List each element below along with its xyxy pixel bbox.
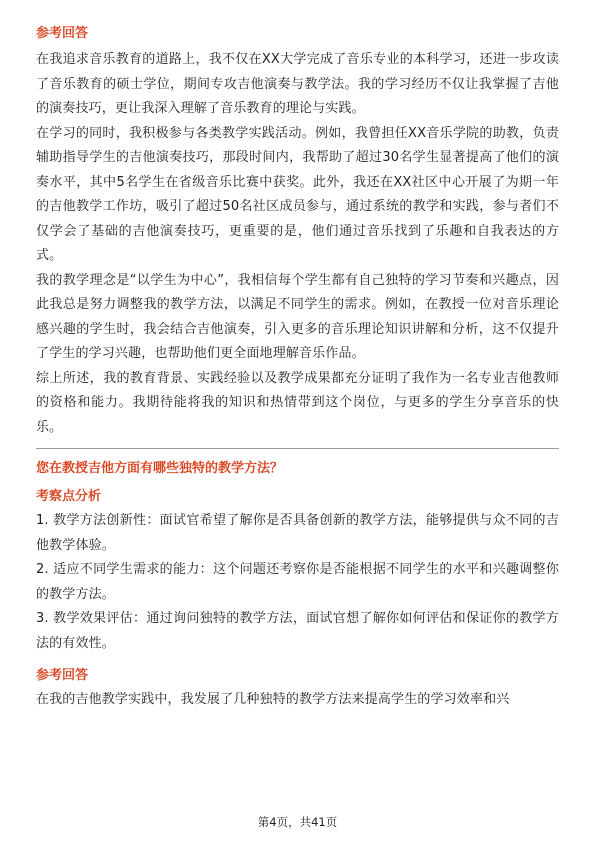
question-title: 您在教授吉他方面有哪些独特的教学方法？	[36, 461, 284, 476]
analysis-heading: 考察点分析	[36, 489, 102, 504]
analysis-item: 2. 适应不同学生需求的能力：这个问题还考察你是否能根据不同学生的水平和兴趣调整你的教学方法。	[36, 562, 559, 602]
analysis-item: 3. 教学效果评估：通过询问独特的教学方法，面试官想了解你如何评估和保证你的教学方法的有效性。	[36, 611, 559, 651]
answer-paragraph: 在我追求音乐教育的道路上，我不仅在XX大学完成了音乐专业的本科学习，还进一步攻读了音乐教育的硕士学位，期间专攻吉他演奏与教学法。我的学习经历不仅让我掌握了吉他的演奏技巧，更让我深入理解了音乐教育的理论与实践。	[36, 52, 559, 116]
reference-answer-heading: 参考回答	[36, 26, 89, 41]
reference-answer-heading-2: 参考回答	[36, 668, 89, 683]
answer-paragraph: 在我的吉他教学实践中，我发展了几种独特的教学方法来提高学生的学习效率和兴	[36, 692, 510, 707]
page-number: 第4页，共41页	[257, 815, 338, 829]
answer-paragraph: 综上所述，我的教育背景、实践经验以及教学成果都充分证明了我作为一名专业吉他教师的资格和能力。我期待能将我的知识和热情带到这个岗位，与更多的学生分享音乐的快乐。	[36, 370, 559, 435]
page-content	[36, 18, 559, 713]
analysis-item: 1. 教学方法创新性：面试官希望了解你是否具备创新的教学方法，能够提供与众不同的吉他教学体验。	[36, 513, 559, 553]
answer-paragraph: 在学习的同时，我积极参与各类教学实践活动。例如，我曾担任XX音乐学院的助教，负责辅助指导学生的吉他演奏技巧，那段时间内，我帮助了超过30名学生显著提高了他们的演奏水平，其中5名学生在省级音乐比赛中获奖。此外，我还在XX社区中心开展了为期一年的吉他教学工作坊，吸引了超过50名社区成员参与，通过系统的教学和实践，参与者们不仅学会了基础的吉他演奏技巧，更重要的是，他们通过音乐找到了乐趣和自我表达的方式。	[36, 125, 559, 263]
section-divider	[36, 448, 559, 449]
answer-paragraph: 我的教学理念是“以学生为中心”，我相信每个学生都有自己独特的学习节奏和兴趣点，因此我总是努力调整我的教学方法，以满足不同学生的需求。例如，在教授一位对音乐理论感兴趣的学生时，我会结合吉他演奏，引入更多的音乐理论知识讲解和分析，这不仅提升了学生的学习兴趣，也帮助他们更全面地理解音乐作品。	[36, 272, 559, 361]
